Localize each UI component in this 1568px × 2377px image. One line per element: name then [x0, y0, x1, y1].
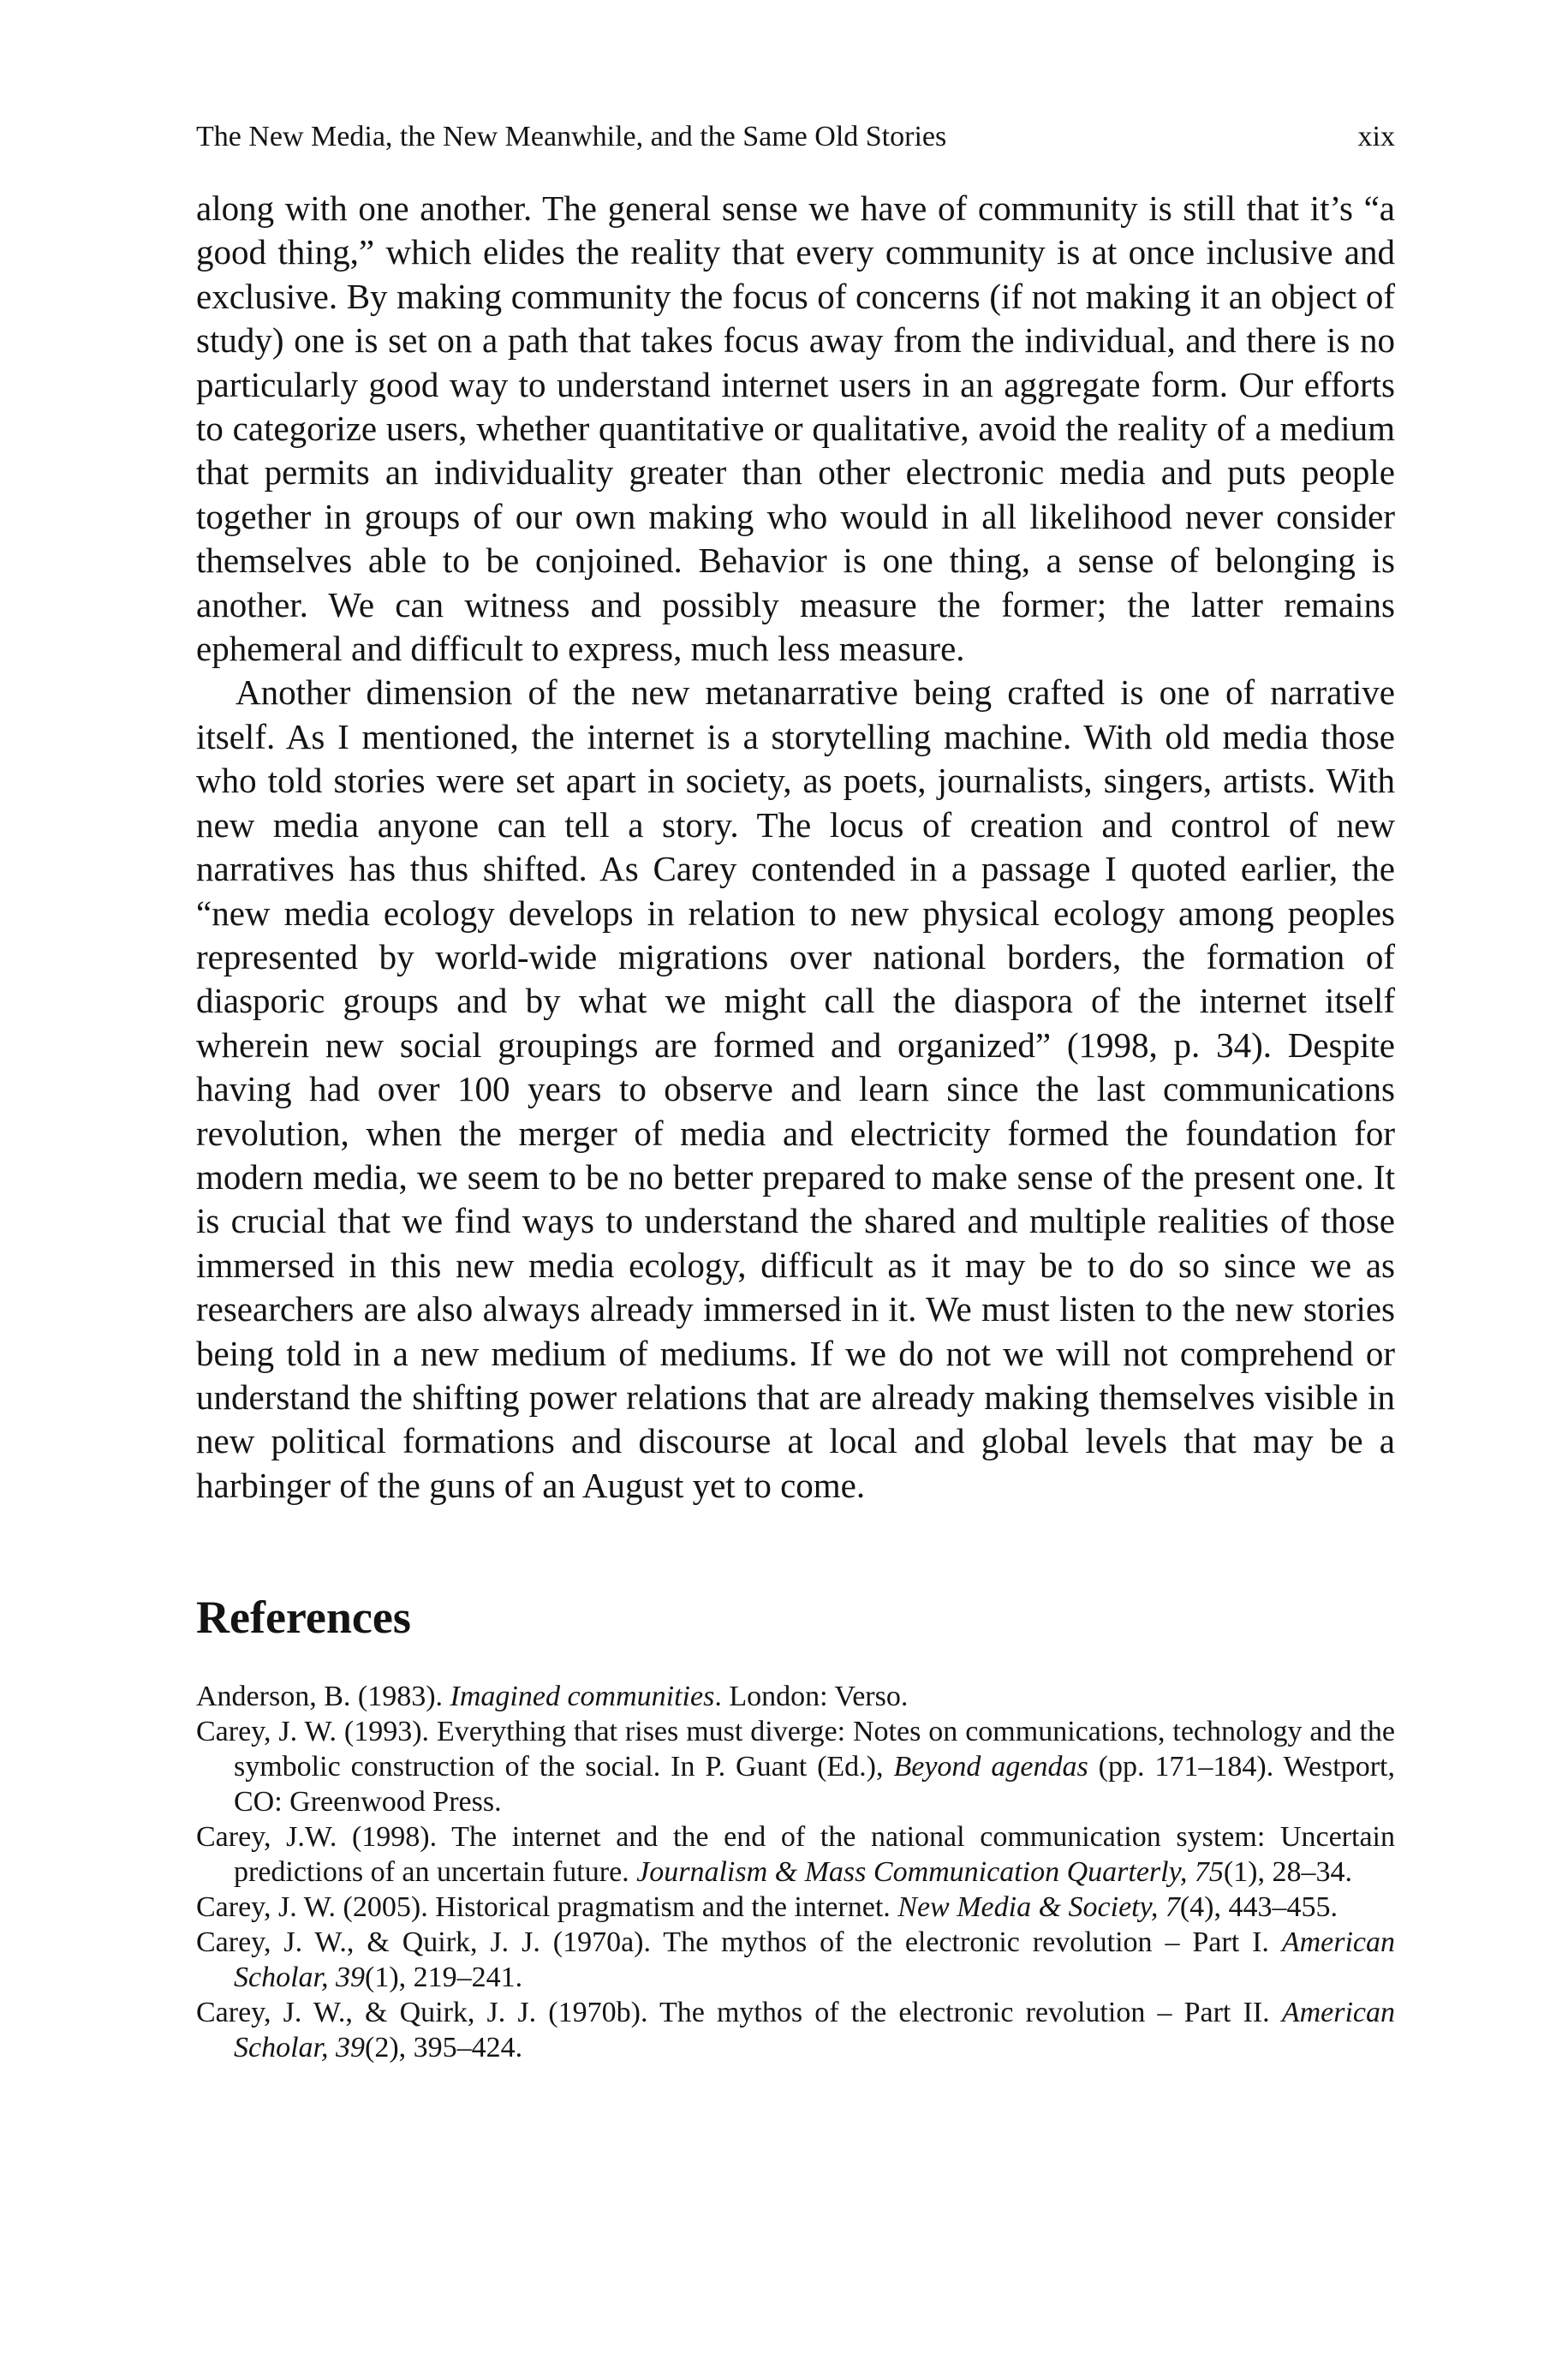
reference-entry: Carey, J. W., & Quirk, J. J. (1970b). The mythos of the electronic revolution – Part II. American Scholar, 39(2), 395–424.	[196, 1997, 1395, 2064]
reference-list	[196, 1679, 1395, 2065]
reference-entry: Carey, J. W. (1993). Everything that rises must diverge: Notes on communications, technology and the symbolic construction of the social. In P. Guant (Ed.), Beyond agendas (pp. 171–184). Westport, CO: Greenwood Press.	[196, 1716, 1396, 1819]
running-head-title: The New Media, the New Meanwhile, and the Same Old Stories	[196, 121, 947, 152]
page-number: xix	[1357, 121, 1395, 152]
running-head	[196, 120, 1395, 154]
paragraph: Another dimension of the new metanarrative being crafted is one of narrative itself. As I mentioned, the internet is a storytelling machine. With old media those who told stories were set apart in society, as poets, journalists, singers, artists. With new media anyone can tell a story. The locus of creation and control of new narratives has thus shifted. As Carey contended in a passage I quoted earlier, the “new media ecology develops in relation to new physical ecology among peoples represented by world-wide migrations over national borders, the formation of diasporic groups and by what we might call the diaspora of the internet itself wherein new social groupings are formed and organized” (1998, p. 34). Despite having had over 100 years to observe and learn since the last communications revolution, when the merger of media and electricity formed the foundation for modern media, we seem to be no better prepared to make sense of the present one. It is crucial that we find ways to understand the shared and multiple realities of those immersed in this new media ecology, difficult as it may be to do so since we as researchers are also always already immersed in it. We must listen to the new stories being told in a new medium of mediums. If we do not we will not comprehend or understand the shifting power relations that are already making themselves visible in new political formations and discourse at local and global levels that may be a harbinger of the guns of an August yet to come.	[196, 672, 1395, 1505]
reference-entry: Carey, J.W. (1998). The internet and the end of the national communication system: Uncertain predictions of an uncertain future. Journalism & Mass Communication Quarterly, 75(1), 28–34.	[196, 1821, 1395, 1889]
body-text	[196, 187, 1395, 1508]
book-page	[196, 120, 1395, 2065]
reference-entry: Carey, J. W., & Quirk, J. J. (1970a). The mythos of the electronic revolution – Part I. American Scholar, 39(1), 219–241.	[196, 1926, 1395, 1994]
references-heading: References	[196, 1592, 411, 1644]
paragraph: along with one another. The general sense we have of community is still that it’s “a good thing,” which elides the reality that every community is at once inclusive and exclusive. By making community the focus of concerns (if not making it an object of study) one is set on a path that takes focus away from the individual, and there is no particularly good way to understand internet users in an aggregate form. Our efforts to categorize users, whether quantitative or qualitative, avoid the reality of a medium that permits an individuality greater than other electronic media and puts people together in groups of our own making who would in all likelihood never consider themselves able to be conjoined. Behavior is one thing, a sense of belonging is another. We can witness and possibly measure the former; the latter remains ephemeral and difficult to express, much less measure.	[196, 188, 1395, 669]
reference-entry: Carey, J. W. (2005). Historical pragmatism and the internet. New Media & Society, 7(4), 443–455.	[196, 1891, 1338, 1924]
reference-entry: Anderson, B. (1983). Imagined communities. London: Verso.	[196, 1681, 909, 1713]
